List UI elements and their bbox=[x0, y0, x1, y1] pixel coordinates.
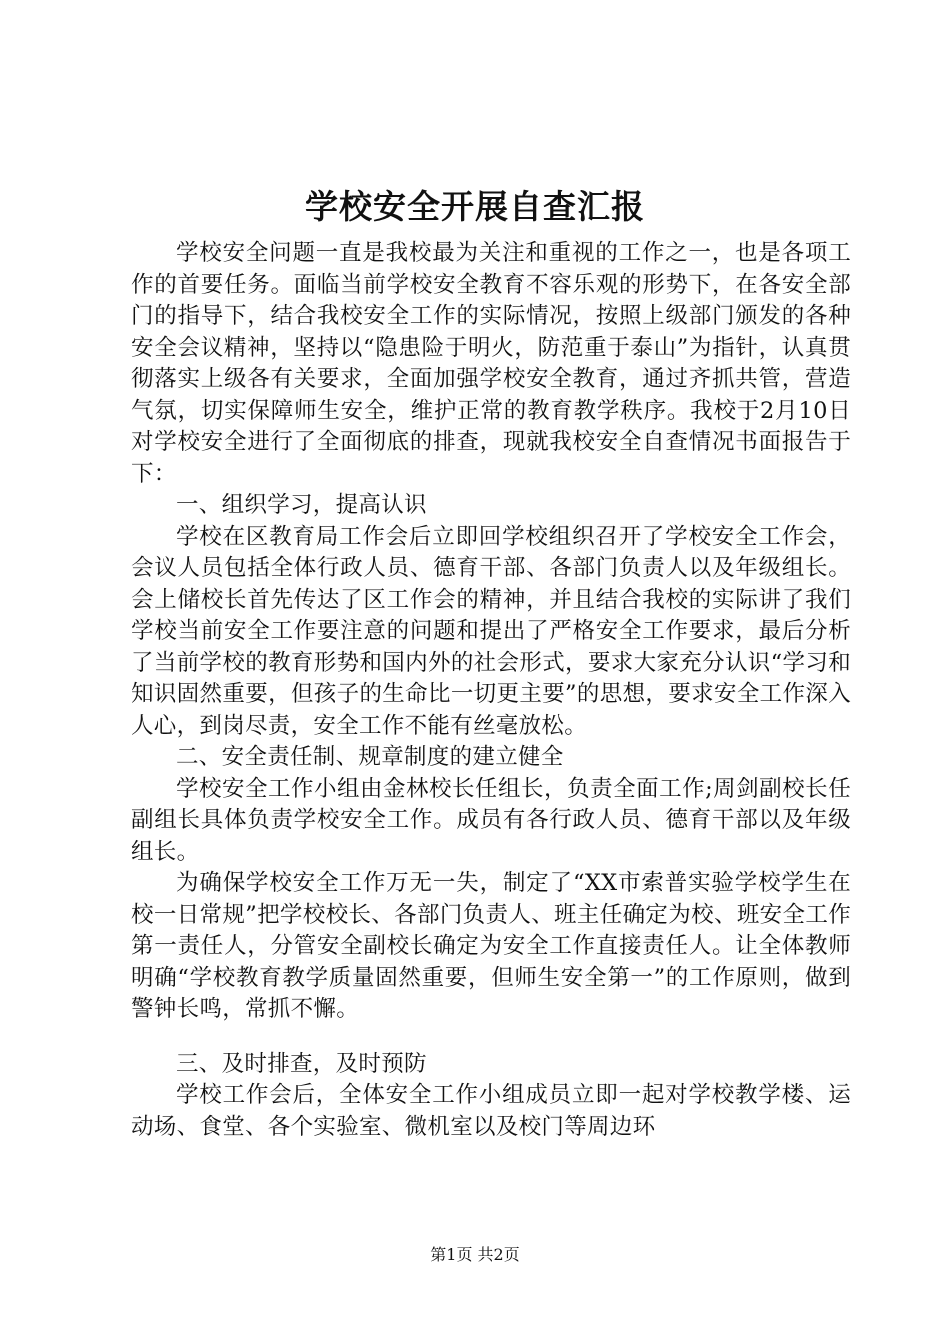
paragraph-section-3: 学校工作会后，全体安全工作小组成员立即一起对学校教学楼、运动场、食堂、各个实验室、微机室以及校门等周边环 bbox=[131, 1082, 851, 1140]
paragraph-section-2b: 为确保学校安全工作万无一失，制定了“XX市索普实验学校学生在校一日常规”把学校校长、各部门负责人、班主任确定为校、班安全工作第一责任人，分管安全副校长确定为安全工作直接责任人。让全体教师明确“学校教育教学质量固然重要，但师生安全第一”的工作原则，做到警钟长鸣，常抓不懈。 bbox=[131, 870, 851, 1022]
section-heading-1: 一、组织学习，提高认识 bbox=[176, 492, 427, 518]
document-title: 学校安全开展自查汇报 bbox=[305, 187, 645, 226]
section-heading-3: 三、及时排查，及时预防 bbox=[176, 1050, 427, 1077]
paragraph-section-1: 学校在区教育局工作会后立即回学校组织召开了学校安全工作会，会议人员包括全体行政人员、德育干部、各部门负责人以及年级组长。会上储校长首先传达了区工作会的精神，并且结合我校的实际讲了我们学校当前安全工作要注意的问题和提出了严格安全工作要求，最后分析了当前学校的教育形势和国内外的社会形式，要求大家充分认识“学习和知识固然重要，但孩子的生命比一切更主要”的思想，要求安全工作深入人心，到岗尽责，安全工作不能有丝毫放松。 bbox=[131, 523, 851, 739]
section-heading-2: 二、安全责任制、规章制度的建立健全 bbox=[176, 744, 564, 770]
page-footer: 第1页 共2页 bbox=[430, 1245, 520, 1264]
document-body bbox=[131, 238, 851, 1143]
paragraph-section-2a: 学校安全工作小组由金林校长任组长，负责全面工作;周剑副校长任副组长具体负责学校安全工作。成员有各行政人员、德育干部以及年级组长。 bbox=[131, 775, 851, 865]
paragraph-intro: 学校安全问题一直是我校最为关注和重视的工作之一，也是各项工作的首要任务。面临当前学校安全教育不容乐观的形势下，在各安全部门的指导下，结合我校安全工作的实际情况，按照上级部门颁发的各种安全会议精神，坚持以“隐患险于明火，防范重于泰山”为指针，认真贯彻落实上级各有关要求，全面加强学校安全教育，通过齐抓共管，营造气氛，切实保障师生安全，维护正常的教育教学秩序。我校于2月10日对学校安全进行了全面彻底的排查，现就我校安全自查情况书面报告于下： bbox=[131, 240, 851, 487]
